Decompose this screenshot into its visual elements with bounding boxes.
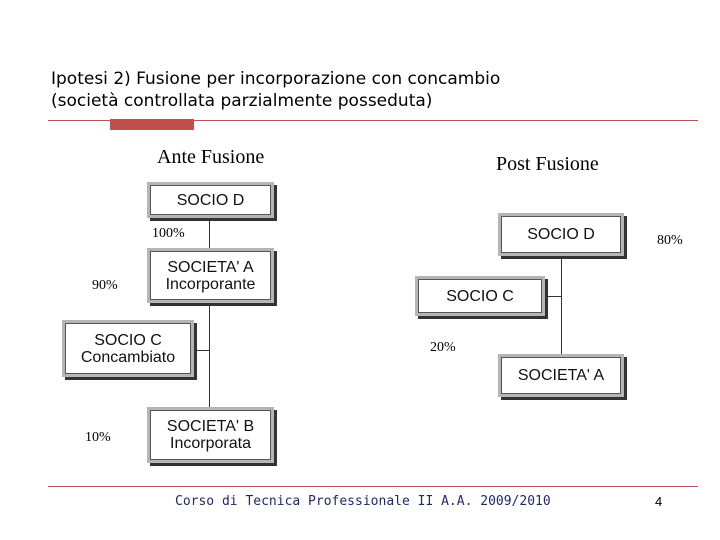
post-line-d-a xyxy=(561,256,562,354)
ante-line-d-a xyxy=(209,218,210,248)
post-socio-d-box xyxy=(498,213,624,256)
post-socio-c-label: SOCIO C xyxy=(446,287,514,305)
ante-societa-b-line2: Incorporata xyxy=(170,435,251,452)
ante-societa-a-line2: Incorporante xyxy=(165,275,256,293)
slide-title xyxy=(51,68,500,112)
post-societa-a-box xyxy=(498,354,624,397)
ante-societa-a-box xyxy=(147,248,274,303)
post-pct-d: 80% xyxy=(657,233,683,248)
ante-line-a-b xyxy=(209,303,210,407)
ante-socio-c-box xyxy=(62,320,194,377)
title-line-1: Ipotesi 2) Fusione per incorporazione con concambio xyxy=(51,69,501,89)
ante-socio-c-line1: SOCIO C xyxy=(94,331,162,349)
ante-pct-a-b: 90% xyxy=(92,278,118,293)
post-socio-c-box xyxy=(415,276,545,316)
ante-societa-b-box xyxy=(147,407,274,463)
footer-rule xyxy=(48,486,698,487)
post-socio-d-label: SOCIO D xyxy=(527,226,595,243)
post-societa-a-label: SOCIETA' A xyxy=(517,367,605,384)
ante-line-c-b xyxy=(194,350,210,351)
ante-societa-a-line1: SOCIETA' A xyxy=(167,258,254,276)
footer-course: Corso di Tecnica Professionale II A.A. 2009/2010 xyxy=(175,494,551,509)
page-number: 4 xyxy=(655,494,663,509)
ante-socio-c-line2: Concambiato xyxy=(80,348,176,366)
post-fusione-heading: Post Fusione xyxy=(496,153,599,175)
post-line-c-a xyxy=(545,296,562,297)
title-accent-bar xyxy=(110,119,194,130)
title-line-2: (società controllata parzialmente posseduta) xyxy=(51,91,433,111)
ante-pct-d-a: 100% xyxy=(152,226,185,241)
ante-pct-c-b: 10% xyxy=(85,430,111,445)
post-pct-c: 20% xyxy=(430,340,456,355)
ante-societa-b-line1: SOCIETA' B xyxy=(166,418,255,435)
ante-socio-d-box xyxy=(147,182,274,218)
ante-fusione-heading: Ante Fusione xyxy=(157,146,265,168)
ante-socio-d-label: SOCIO D xyxy=(176,191,245,209)
